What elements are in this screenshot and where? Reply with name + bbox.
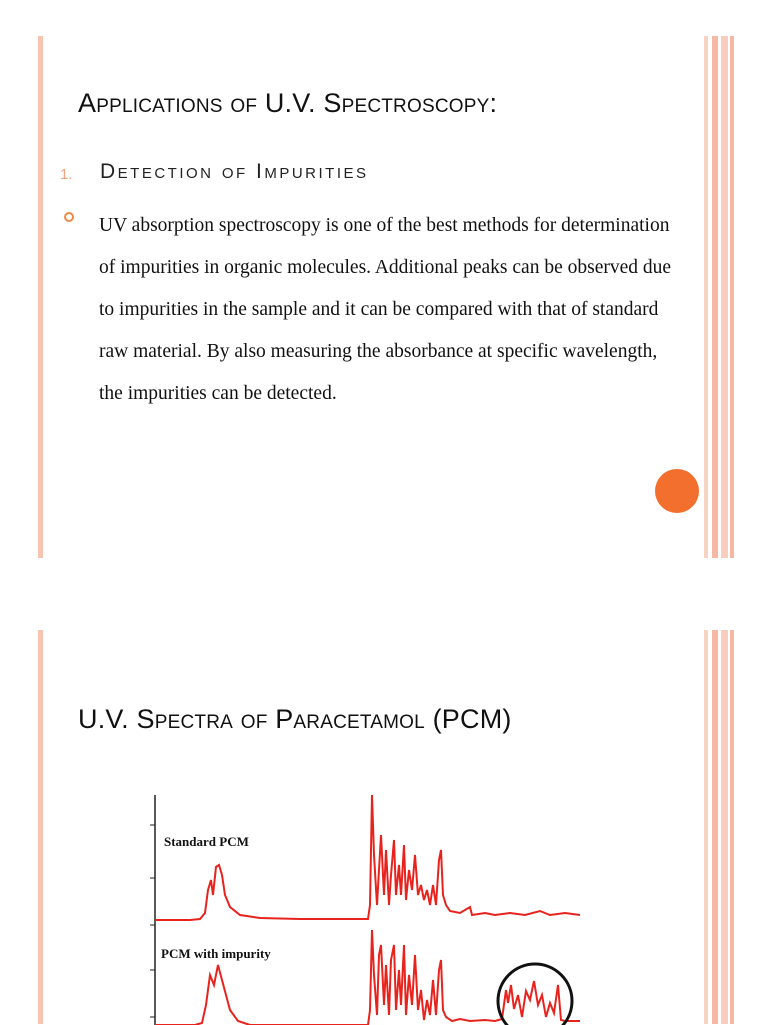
left-accent-bar (38, 630, 43, 1024)
orange-circle-icon (655, 469, 699, 513)
label-standard: Standard PCM (164, 834, 249, 849)
list-heading: Detection of Impurities (100, 160, 369, 183)
right-accent-stripes (704, 36, 734, 558)
left-accent-bar (38, 36, 43, 558)
right-accent-stripes (704, 630, 734, 1024)
bullet-icon (64, 212, 74, 222)
label-impurity: PCM with impurity (161, 946, 271, 961)
slide-title: U.V. Spectra of Paracetamol (PCM) (78, 704, 512, 734)
spectrum-standard (155, 795, 580, 920)
list-number: 1. (60, 166, 73, 183)
spectrum-impurity (155, 930, 580, 1025)
uv-spectra-figure (150, 795, 600, 1025)
slide-2 (0, 590, 768, 1024)
slide-title: Applications of U.V. Spectroscopy: (78, 88, 498, 118)
body-paragraph: UV absorption spectroscopy is one of the best methods for determination of impurities in organic molecules. Additional peaks can be observed due to impurities in the sample and it can be compared with that of standard raw material. By also measuring the absorbance at specific wavelength, the impurities can be detected. (99, 215, 672, 404)
